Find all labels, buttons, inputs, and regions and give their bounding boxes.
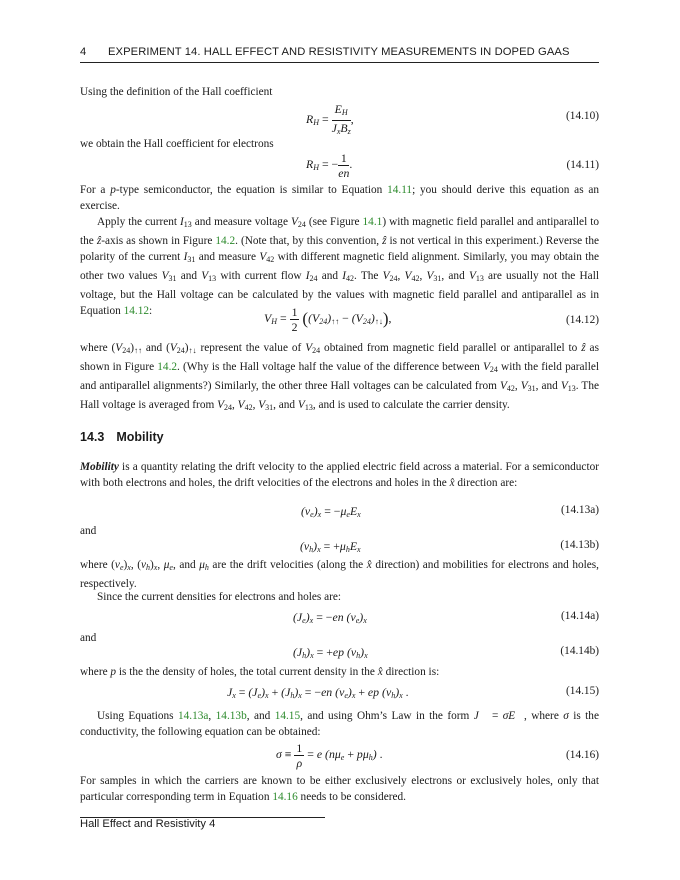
figure-link[interactable]: 14.2 <box>157 361 178 373</box>
paragraph-vh-explanation: where $(V_{24})_{↑↑}$ and $(V_{24})_{↑↓}$ represent the value of $V_{24}$ obtained from magnetic field parallel or antiparallel to ẑ as shown in Figure 14.2. (Why is the Hall voltage half the value of the difference between $V_{24}$ with the field parallel and antiparallel alignments?) Similarly, the other three Hall voltages can be calculated from $V_{42}$, $V_{31}$, and $V_{13}$. The Hall voltage is averaged from $V_{24}$, $V_{42}$, $V_{31}$, and $V_{13}$, and is used to calculate the carrier density. <box>80 342 599 412</box>
paragraph-current-densities: Since the current densities for electrons and holes are: <box>97 591 342 603</box>
equation-14-16 <box>80 741 599 771</box>
paragraph-and: and <box>80 632 97 644</box>
equation-14-10 <box>80 102 599 136</box>
header-title: EXPERIMENT 14. HALL EFFECT AND RESISTIVITY MEASUREMENTS IN DOPED GAAS <box>108 46 570 58</box>
equation-number: (14.15) <box>566 685 599 697</box>
equation-14-12 <box>80 305 599 335</box>
paragraph-ohms-law: Using Equations 14.13a, 14.13b, and 14.15, and using Ohm’s Law in the form J⃗ = σE⃗, where σ is the conductivity, the following equation can be obtained: <box>80 710 599 738</box>
paragraph-conclusion: For samples in which the carriers are known to be either exclusively electrons or exclusively holes, only that particular corresponding term in Equation 14.16 needs to be considered. <box>80 775 599 803</box>
equation-body: $R_H$ = − $\frac{1}{en}$ . <box>306 151 353 180</box>
equation-number: (14.11) <box>566 159 599 171</box>
equation-number: (14.13b) <box>560 539 599 551</box>
section-title: Mobility <box>116 430 164 444</box>
equation-body: $V_H$ = $\frac{1}{2}$ $((V_{24})_{↑↑} - (V_{24})_{↑↓})$, <box>264 305 392 334</box>
paragraph-apply-current: Apply the current $I_{13}$ and measure voltage $V_{24}$ (see Figure 14.1) with magnetic field parallel and antiparallel to the ẑ-axis as shown in Figure 14.2. (Note that, by this convention, ẑ is not vertical in this experiment.) Reverse the polarity of the current $I_{31}$ and measure $V_{42}$ with different magnetic field alignment. Similarly, you may obtain the other two values $V_{31}$ and $V_{13}$ with current flow $I_{24}$ and $I_{42}$. The $V_{24}$, $V_{42}$, $V_{31}$, and $V_{13}$ are usually not the Hall voltage, but the Hall voltage can be calculated by the values with magnetic field parallel and antiparallel as in Equation 14.12: <box>80 216 599 317</box>
equation-body: $(v_h)_x = +\mu_hE_x$ <box>300 539 361 554</box>
equation-body: $J_x = (J_e)_x + (J_h)_x = -en$ $(v_e)_x$ + ep $(v_h)_x$ . <box>227 685 409 700</box>
equation-number: (14.16) <box>566 749 599 761</box>
running-footer: Hall Effect and Resistivity 4 <box>80 818 216 830</box>
equation-link[interactable]: 14.13b <box>215 710 247 722</box>
equation-link[interactable]: 14.16 <box>272 791 298 803</box>
equation-number: (14.12) <box>566 314 599 326</box>
equation-number: (14.14a) <box>561 610 599 622</box>
equation-body: $(v_e)_x = -\mu_eE_x$ <box>301 504 361 519</box>
page-number: 4 <box>80 46 87 58</box>
section-heading <box>80 430 164 444</box>
equation-body: $R_H$ = $\frac{E_H}{J_xB_z}$ , <box>306 102 354 136</box>
paragraph-mobility-definition: Mobility is a quantity relating the drift velocity to the applied electric field across a material. For a semiconductor with both electrons and holes, the drift velocities of the electrons and holes in the x̂ direction are: <box>80 461 599 489</box>
equation-link[interactable]: 14.13a <box>177 710 209 722</box>
paragraph-and: and <box>80 525 97 537</box>
paragraph-electrons: we obtain the Hall coefficient for electrons <box>80 138 274 150</box>
figure-link[interactable]: 14.2 <box>215 235 236 247</box>
paragraph-drift-velocities: where $(v_e)_x$, $(v_h)_x$, $\mu_e$, and $\mu_h$ are the drift velocities (along the x̂ direction) and mobilities for electrons and holes, respectively. <box>80 559 599 590</box>
equation-number: (14.14b) <box>560 645 599 657</box>
equation-14-11 <box>80 151 599 181</box>
paragraph-total-current: where p is the the density of holes, the total current density in the x̂ direction is: <box>80 666 440 678</box>
equation-number: (14.10) <box>566 110 599 122</box>
equation-link[interactable]: 14.12 <box>123 305 150 317</box>
equation-link[interactable]: 14.11 <box>387 184 413 196</box>
paragraph-ptype: For a p-type semiconductor, the equation is similar to Equation 14.11; you should derive this equation as an exercise. <box>80 184 600 212</box>
equation-body: $(J_e)_x = -en$ $(v_e)_x$ <box>293 610 367 625</box>
paragraph-intro: Using the definition of the Hall coefficient <box>80 86 273 98</box>
equation-number: (14.13a) <box>561 504 599 516</box>
section-number: 14.3 <box>80 430 105 444</box>
equation-link[interactable]: 14.15 <box>274 710 301 722</box>
equation-body: σ ≡ $\frac{1}{\rho}$ = e $(n\mu_e + p\mu_h)$ . <box>276 741 383 770</box>
header-rule <box>80 62 599 63</box>
equation-body: $(J_h)_x = +ep$ $(v_h)_x$ <box>293 645 368 660</box>
figure-link[interactable]: 14.1 <box>362 216 383 228</box>
